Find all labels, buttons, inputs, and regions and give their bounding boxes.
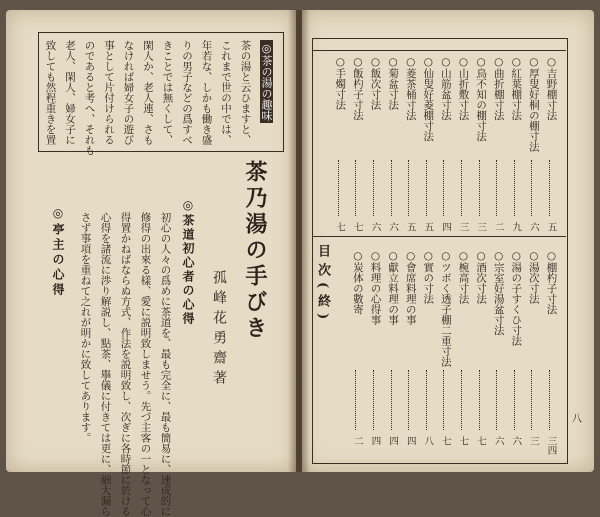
toc-entry-title: ○ツボく透子棚二重寸法	[439, 250, 452, 367]
toc-entry-page: 六	[492, 436, 504, 446]
toc-entry-title: ○菊盆寸法	[387, 56, 400, 110]
toc-leader-dots	[426, 160, 431, 216]
toc-entry-title: ○仙叟好菱棚寸法	[422, 56, 435, 142]
toc-entry-page: 七	[351, 222, 363, 232]
book-gutter	[288, 10, 310, 472]
toc-entry-title: ○菱茶桶寸法	[404, 56, 417, 121]
toc-entry-title: ○曲折棚寸法	[492, 56, 505, 121]
toc-entry-title: ○山折敷寸法	[457, 56, 470, 121]
toc-leader-dots	[426, 370, 431, 430]
section1-column: 初心の人々の爲めに茶道を、最も完全に、最も簡易に、速成的に	[159, 212, 172, 517]
toc-entry-title: ○酒次寸法	[475, 250, 488, 304]
toc-entry-page: 八	[422, 436, 434, 446]
toc-entry-page: 三	[527, 436, 539, 446]
intro-column: これまで世の中では、	[220, 40, 232, 145]
toc-leader-dots	[443, 370, 448, 430]
toc-entry-title: ○飯杓子寸法	[351, 56, 364, 121]
toc-leader-dots	[514, 370, 519, 430]
column-header: ◎茶の湯の趣味	[260, 42, 273, 121]
toc-entry-title: ○實の寸法	[422, 250, 435, 304]
toc-leader-dots	[373, 370, 378, 430]
toc-entry-page: 三	[457, 222, 469, 232]
section1-column: さず事項を重ねて之れが明かに致してあります。	[79, 212, 92, 443]
toc-entry-page: 四	[369, 436, 381, 446]
toc-leader-dots	[461, 370, 466, 430]
toc-leader-dots	[373, 160, 378, 216]
toc-entry-page: 二	[351, 436, 363, 446]
toc-entry-page: 九	[510, 222, 522, 232]
section1-column: 修得の出來る樣、愛に説明致しませう。先づ主客の一となって心	[139, 212, 152, 517]
toc-entry-title: ○山筋盆寸法	[439, 56, 452, 121]
toc-entry-page: 二	[492, 222, 504, 232]
toc-entry-title: ○會席料理の事	[404, 250, 417, 325]
toc-entry-title: ○紅葉棚寸法	[510, 56, 523, 121]
toc-divider	[312, 236, 566, 237]
toc-leader-dots	[479, 370, 484, 430]
toc-entry-title: ○椀高寸法	[457, 250, 470, 304]
author-line: 孤峰花勇齋著	[211, 270, 227, 390]
section1-column: 得置かねばならぬ方式、作法を説明致し、次ぎに各時節に於ける	[119, 212, 132, 517]
toc-entry-page: 四	[387, 436, 399, 446]
toc-top-rule	[312, 50, 566, 51]
toc-label: 目次(終)	[315, 244, 330, 326]
toc-entry-title: ○飯次寸法	[369, 56, 382, 110]
toc-leader-dots	[479, 160, 484, 216]
toc-entry-page: 七	[457, 436, 469, 446]
toc-entry-page: 三四	[545, 436, 557, 455]
section-heading-beginner: ◎茶道初心者の心得	[181, 198, 195, 326]
toc-leader-dots	[514, 160, 519, 216]
toc-entry-page: 六	[387, 222, 399, 232]
toc-entry-title: ○獻立料理の事	[387, 250, 400, 325]
toc-leader-dots	[355, 370, 360, 430]
toc-entry-page: 六	[369, 222, 381, 232]
toc-entry-title: ○宗室好湯盆寸法	[492, 250, 505, 336]
intro-column: 年若な、しかも働き盛	[200, 40, 213, 145]
toc-entry-page: 三	[475, 222, 487, 232]
toc-entry-page: 七	[439, 436, 451, 446]
toc-leader-dots	[391, 370, 396, 430]
intro-column: きことでは無くして、	[161, 40, 174, 145]
toc-entry-title: ○棚杓子寸法	[545, 250, 558, 315]
toc-entry-title: ○湯の子すくひ寸法	[510, 250, 523, 346]
intro-column: 閑人か、老人連、さも	[142, 40, 154, 145]
toc-entry-page: 七	[475, 436, 487, 446]
toc-leader-dots	[461, 160, 466, 216]
toc-leader-dots	[531, 370, 536, 430]
toc-leader-dots	[391, 160, 396, 216]
toc-entry-page: 六	[527, 222, 539, 232]
toc-entry-page: 四	[439, 222, 451, 232]
toc-entry-title: ○厚叟好桐の棚寸法	[527, 56, 540, 152]
toc-leader-dots	[549, 160, 554, 216]
toc-leader-dots	[355, 160, 360, 216]
intro-column: 茶の湯と云ひますと、	[239, 40, 252, 145]
toc-entry-page: 五	[545, 222, 557, 232]
intro-column: のであると考へ、それも	[83, 40, 96, 156]
toc-leader-dots	[443, 160, 448, 216]
intro-column: りの男子などの爲すべ	[181, 40, 193, 145]
section-heading-host: ◎亭主の心得	[51, 206, 65, 298]
toc-entry-page: 四	[404, 436, 416, 446]
toc-leader-dots	[408, 160, 413, 216]
toc-entry-page: 六	[510, 436, 522, 446]
toc-entry-title: ○吉野棚寸法	[545, 56, 558, 121]
toc-entry-title: ○手燭寸法	[334, 56, 347, 110]
page-number: 八	[572, 414, 582, 425]
toc-entry-page: 五	[422, 222, 434, 232]
toc-leader-dots	[531, 160, 536, 216]
toc-leader-dots	[496, 370, 501, 430]
toc-entry-page: 五	[404, 222, 416, 232]
intro-column: 老人、閑人、婦女子に	[64, 40, 76, 145]
section1-column: 心得を諸流に渉り解説し、點茶、擧儀に付きては更に、細大漏ら	[99, 212, 112, 517]
intro-column: なければ婦女子の遊び	[122, 40, 135, 145]
book-title: 茶乃湯の手びき	[242, 160, 268, 342]
toc-leader-dots	[338, 160, 343, 216]
intro-column: 致しても然程重きを置	[44, 40, 57, 145]
toc-leader-dots	[496, 160, 501, 216]
toc-leader-dots	[408, 370, 413, 430]
toc-entry-page: 七	[334, 222, 346, 232]
toc-entry-title: ○鳥不知の棚寸法	[475, 56, 488, 142]
toc-entry-title: ○炭体の數寄	[351, 250, 364, 315]
toc-entry-title: ○湯次寸法	[527, 250, 540, 304]
intro-column: 事として片付けられる	[103, 40, 115, 145]
toc-entry-title: ○料理の心得事	[369, 250, 382, 325]
toc-leader-dots	[549, 370, 554, 430]
